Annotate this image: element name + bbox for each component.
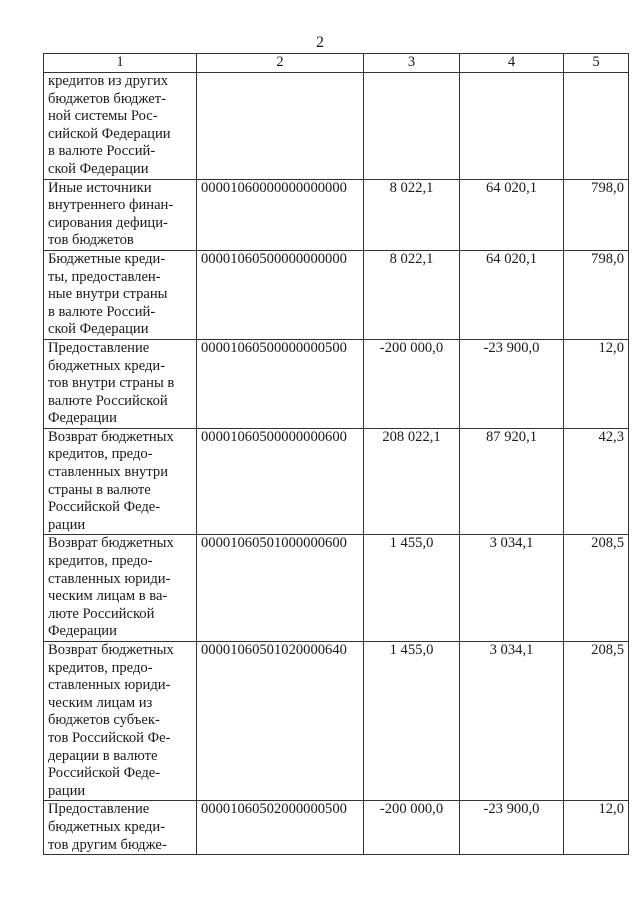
table-row — [44, 535, 629, 642]
row-value-col4: 64 020,1 — [460, 179, 564, 250]
row-value-col5: 12,0 — [564, 801, 629, 855]
budget-table — [43, 53, 629, 855]
row-value-col3: 1 455,0 — [364, 642, 460, 801]
row-name-cell: кредитов из других бюджетов бюджет- ной системы Рос- сийской Федерации в валюте Россий- ской Федерации — [44, 73, 197, 180]
row-code-cell: 00001060000000000000 — [197, 179, 364, 250]
row-value-col4: 3 034,1 — [460, 642, 564, 801]
row-value-col5: 798,0 — [564, 179, 629, 250]
row-value-col4: -23 900,0 — [460, 339, 564, 428]
row-name-cell: Предоставление бюджетных креди- тов другим бюдже- — [44, 801, 197, 855]
row-value-col5: 208,5 — [564, 642, 629, 801]
table-row — [44, 179, 629, 250]
row-name-cell: Возврат бюджетных кредитов, предо- ставленных юриди- ческим лицам из бюджетов субъек- тов Российской Фе- дерации в валюте Российской Феде- рации — [44, 642, 197, 801]
column-header-5: 5 — [564, 54, 629, 73]
row-value-col3: -200 000,0 — [364, 801, 460, 855]
row-value-col3: 8 022,1 — [364, 250, 460, 339]
row-value-col3: 8 022,1 — [364, 179, 460, 250]
row-value-col3: 1 455,0 — [364, 535, 460, 642]
row-value-col4: 3 034,1 — [460, 535, 564, 642]
table-row — [44, 642, 629, 801]
row-name-cell: Предоставление бюджетных креди- тов внутри страны в валюте Российской Федерации — [44, 339, 197, 428]
column-header-4: 4 — [460, 54, 564, 73]
row-code-cell: 00001060501020000640 — [197, 642, 364, 801]
row-code-cell — [197, 73, 364, 180]
row-value-col4: 87 920,1 — [460, 428, 564, 535]
row-value-col4: -23 900,0 — [460, 801, 564, 855]
column-header-3: 3 — [364, 54, 460, 73]
row-name-cell: Иные источники внутреннего финан- сирования дефици- тов бюджетов — [44, 179, 197, 250]
row-value-col5: 208,5 — [564, 535, 629, 642]
row-value-col5: 12,0 — [564, 339, 629, 428]
page-number: 2 — [316, 34, 324, 51]
table-row — [44, 339, 629, 428]
row-name-cell: Возврат бюджетных кредитов, предо- ставленных внутри страны в валюте Российской Феде- рации — [44, 428, 197, 535]
row-name-cell: Бюджетные креди- ты, предоставлен- ные внутри страны в валюте Россий- ской Федерации — [44, 250, 197, 339]
row-value-col3: 208 022,1 — [364, 428, 460, 535]
table-row — [44, 428, 629, 535]
row-code-cell: 00001060500000000500 — [197, 339, 364, 428]
row-value-col4 — [460, 73, 564, 180]
table-row — [44, 801, 629, 855]
row-name-cell: Возврат бюджетных кредитов, предо- ставленных юриди- ческим лицам в ва- люте Российской Федерации — [44, 535, 197, 642]
table-header-row — [44, 54, 629, 73]
row-code-cell: 00001060500000000000 — [197, 250, 364, 339]
column-header-1: 1 — [44, 54, 197, 73]
row-code-cell: 00001060500000000600 — [197, 428, 364, 535]
row-value-col3 — [364, 73, 460, 180]
row-value-col5: 798,0 — [564, 250, 629, 339]
row-value-col5 — [564, 73, 629, 180]
table-row — [44, 73, 629, 180]
row-value-col4: 64 020,1 — [460, 250, 564, 339]
column-header-2: 2 — [197, 54, 364, 73]
table-row — [44, 250, 629, 339]
row-code-cell: 00001060502000000500 — [197, 801, 364, 855]
row-value-col5: 42,3 — [564, 428, 629, 535]
row-value-col3: -200 000,0 — [364, 339, 460, 428]
row-code-cell: 00001060501000000600 — [197, 535, 364, 642]
